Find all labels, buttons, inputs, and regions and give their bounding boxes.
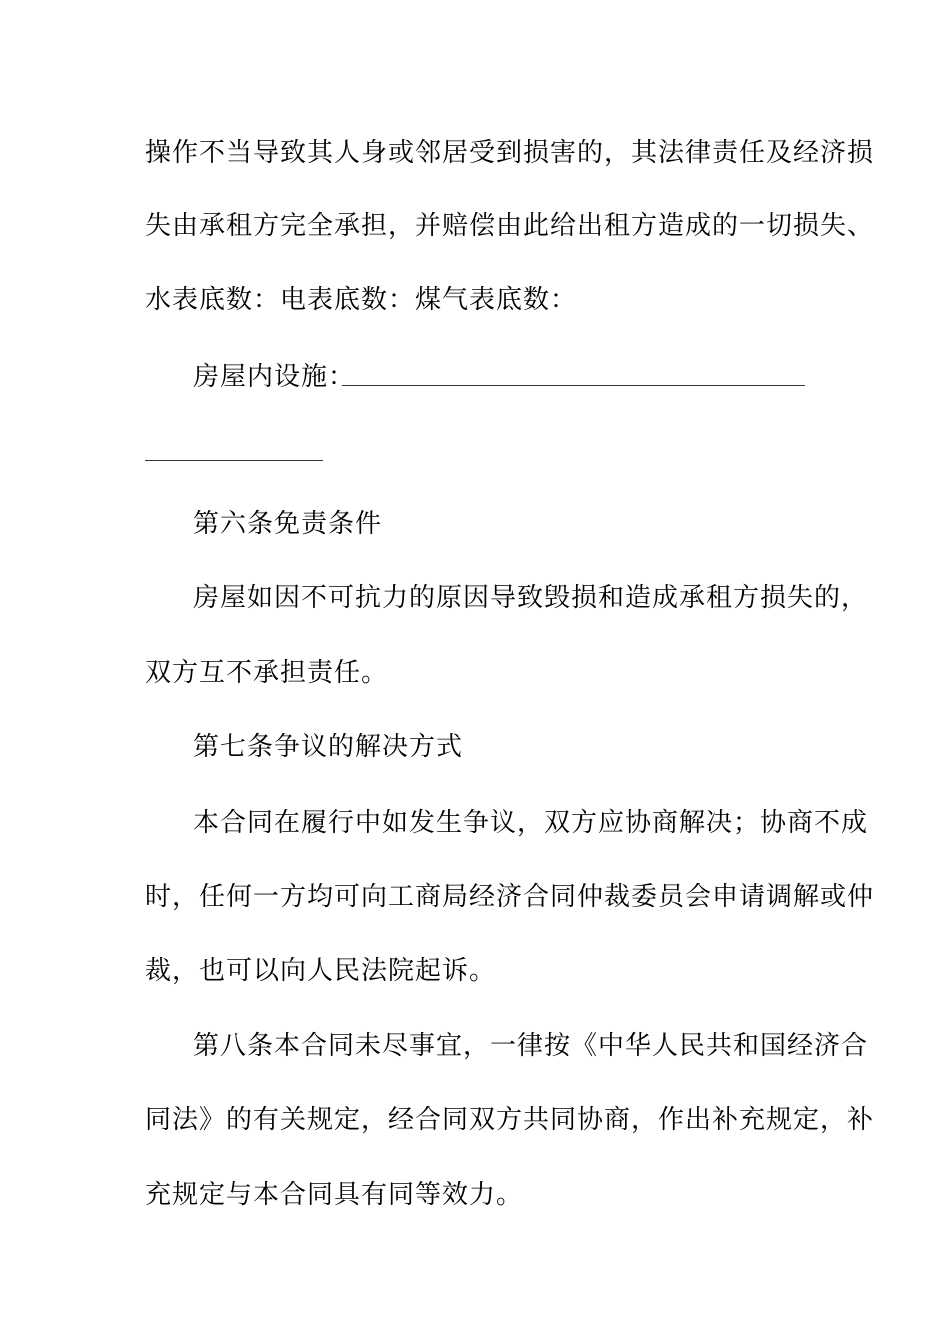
text-line: 充规定与本合同具有同等效力。: [145, 1180, 524, 1210]
facilities-label: 房屋内设施：: [193, 362, 356, 392]
text-line: 同法》的有关规定，经合同双方共同协商，作出补充规定，补: [145, 1105, 875, 1135]
fill-in-blank-line: [342, 385, 805, 386]
fill-in-blank-line-continued: [145, 460, 323, 461]
article-heading: 第六条免责条件: [193, 509, 383, 539]
text-line: 水表底数：电表底数：煤气表底数：: [145, 285, 578, 315]
text-line: 房屋如因不可抗力的原因导致毁损和造成承租方损失的，: [193, 583, 869, 613]
text-line: 本合同在履行中如发生争议，双方应协商解决；协商不成: [193, 808, 869, 838]
text-line: 失由承租方完全承担，并赔偿由此给出租方造成的一切损失、: [145, 211, 875, 241]
text-line: 时，任何一方均可向工商局经济合同仲裁委员会申请调解或仲: [145, 882, 875, 912]
article-heading: 第七条争议的解决方式: [193, 732, 464, 762]
text-line: 裁，也可以向人民法院起诉。: [145, 956, 497, 986]
text-line: 操作不当导致其人身或邻居受到损害的，其法律责任及经济损: [145, 138, 875, 168]
text-line: 双方互不承担责任。: [145, 658, 389, 688]
text-line: 第八条本合同未尽事宜，一律按《中华人民共和国经济合: [193, 1031, 869, 1061]
